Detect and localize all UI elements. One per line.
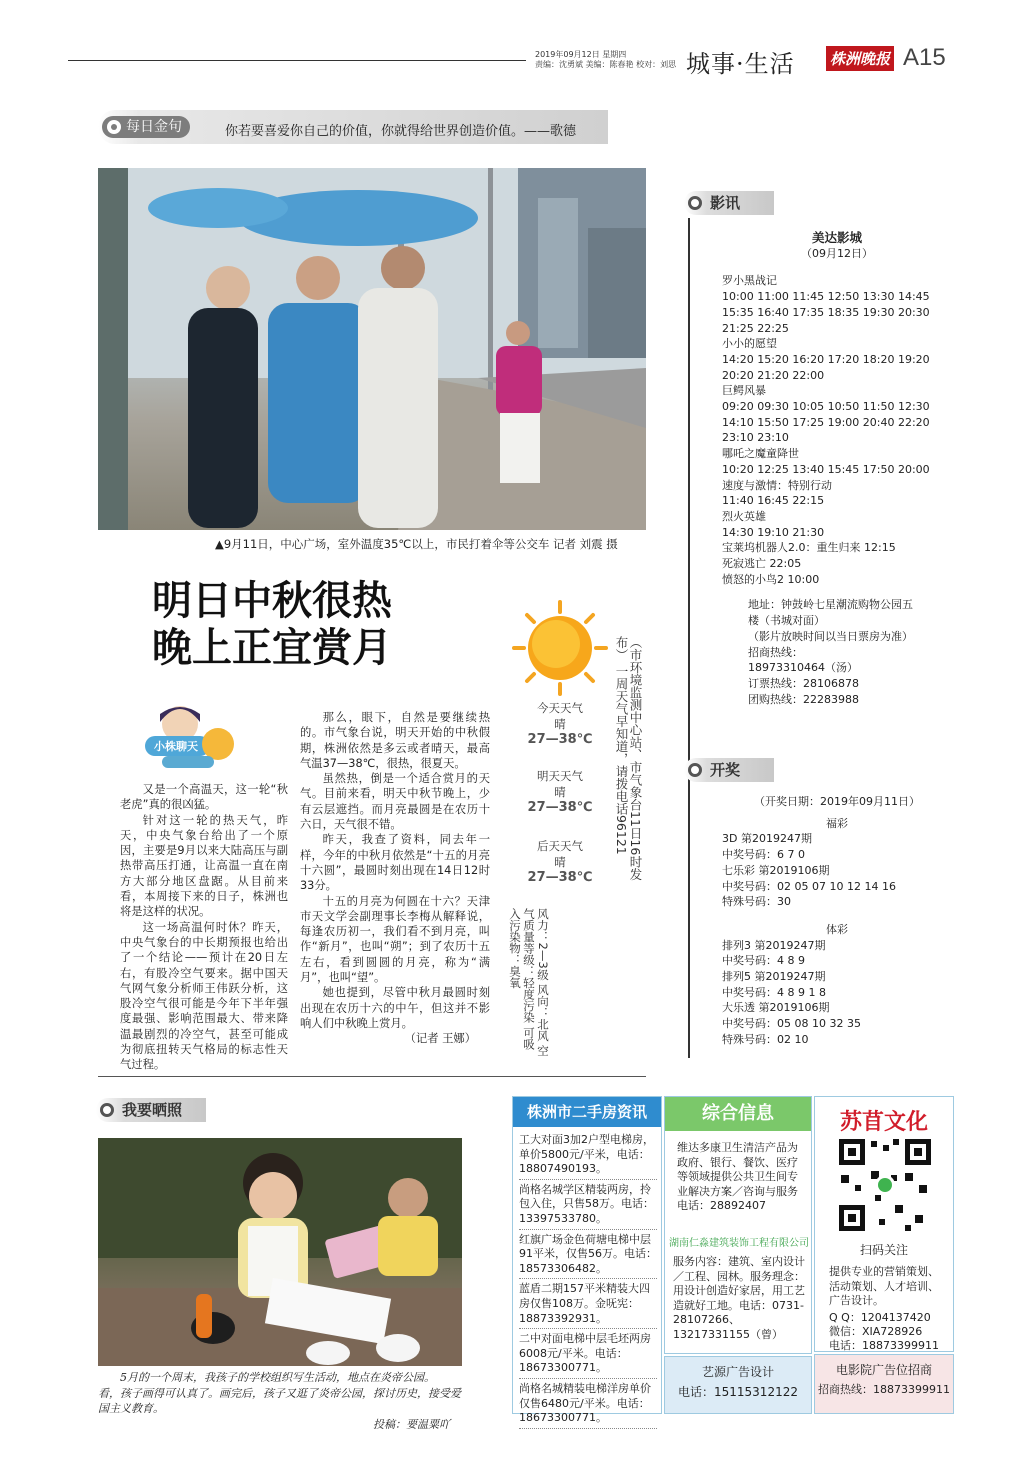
article-headline (152, 578, 392, 672)
lottery-date: （开奖日期：2019年09月11日） (754, 795, 920, 808)
cinema-schedule-line: 死寂逃亡 22:05 (722, 557, 802, 571)
housing-listing: 蓝盾二期157平米精装大四房仅售108万。金呒宪：18873392931。 (519, 1282, 657, 1329)
weather-today-label: 今天天气 (537, 701, 583, 715)
cinema-schedule-line: 愤怒的小鸟2 10:00 (722, 572, 820, 586)
headline-line2: 晚上正宜赏月 (152, 625, 392, 671)
qr-code-icon (835, 1135, 935, 1235)
photo1-caption: ▲9月11日，中心广场，室外温度35℃以上，市民打着伞等公交车 记者 刘震 摄 (215, 537, 618, 551)
lottery-tag (684, 758, 774, 782)
air-line-2: 空气质量等级：轻度污染 (522, 908, 550, 1057)
bottom-rule (98, 1076, 646, 1077)
design-ad-phone: 电话：15115312122 (678, 1385, 798, 1399)
air-quality-info (508, 908, 550, 1058)
weather-tomorrow (520, 768, 600, 815)
cinema-address-line: 订票热线：28106878 (748, 676, 859, 690)
sport-result-line: 排列3 第2019247期 (722, 938, 826, 952)
cinema-schedule-line: 10:00 11:00 11:45 12:50 13:30 14:45 (722, 290, 930, 304)
right-column-rule (688, 218, 690, 1058)
cinema-schedule-line: 23:10 23:10 (722, 431, 789, 445)
sport-result-line: 特殊号码：02 10 (722, 1032, 809, 1046)
cinema-address-line: 地址：钟鼓岭七星潮流购物公园五 (748, 598, 913, 612)
air-line-3: 风向：北风 (536, 983, 550, 1042)
daily-quote-text: 你若要喜爱你自己的价值，你就得给世界创造价值。——歌德 (225, 124, 577, 139)
cinema-name: 美达影城 (811, 230, 862, 245)
sport-lines (722, 938, 952, 1048)
welfare-title: 福彩 (826, 816, 848, 830)
lottery-results (722, 794, 952, 1048)
cinema-listing (722, 230, 952, 707)
cinema-schedule-line: 09:20 09:30 10:05 10:50 11:50 12:30 (722, 400, 930, 414)
air-line-1: 可吸入污染物：臭氧 (508, 908, 536, 1050)
culture-ad-title: 苏苜文化 (839, 1110, 928, 1135)
cinema-schedule (722, 273, 952, 587)
forecast-source (614, 636, 642, 896)
sport-result-line: 中奖号码：4 8 9 (722, 954, 805, 968)
culture-qq: Q Q：1204137420 (829, 1311, 931, 1324)
info-ad (664, 1096, 812, 1354)
housing-listing: 尚格名城学区精装两房，拎包入住，只售58万。电话：13397533780。 (519, 1183, 657, 1230)
cinema-schedule-line: 宝莱坞机器人2.0：重生归来 12:15 (722, 541, 896, 555)
cinema-address (722, 597, 952, 707)
cinema-address-line: （影片放映时间以当日票房为准） (748, 629, 913, 643)
weather-today-temp: 27—38℃ (527, 732, 593, 747)
welfare-result-line: 七乐彩 第2019106期 (722, 863, 830, 877)
company-name: 湖南仁淼建筑装饰工程有限公司 (669, 1238, 809, 1249)
design-ad (664, 1356, 812, 1414)
badge-label: 小株聊天 (154, 740, 198, 753)
cinema-schedule-line: 20:20 21:20 22:00 (722, 368, 825, 382)
weather-tomorrow-cond: 晴 (554, 785, 566, 799)
cinema-tag-label: 影讯 (710, 194, 741, 212)
culture-ad-text: 提供专业的营销策划、活动策划、人才培训、广告设计。 (829, 1265, 939, 1308)
cinema-schedule-line: 罗小黑战记 (722, 274, 777, 288)
bus-stop-photo-illustration (98, 168, 646, 530)
weather-today-cond: 晴 (554, 717, 566, 731)
welfare-result-line: 3D 第2019247期 (722, 832, 812, 846)
forecast-source-2: （市环境监测中心站、市气象台11日16时发布） (614, 636, 643, 881)
cinema-date: （09月12日） (801, 246, 873, 260)
weather-tomorrow-temp: 27—38℃ (527, 800, 593, 815)
welfare-result-line: 中奖号码：6 7 0 (722, 848, 805, 862)
housing-listing: 二中对面电梯中层毛坯两房6008元/平米。电话：18673300771。 (519, 1332, 657, 1379)
page-number: A15 (903, 44, 946, 71)
housing-listing: 工大对面3加2户型电梯房，单价5800元/平米，电话：18807490193。 (519, 1133, 657, 1180)
article-paragraph: 虽然热，倒是一个适合赏月的天气。目前来看，明天中秋节晚上，少有云层遮挡。而月亮最圆是在农历十六日，天气很不错。 (300, 772, 490, 832)
weather-after (520, 838, 600, 885)
section-title: 城事·生活 (686, 50, 795, 78)
sport-result-line: 排列5 第2019247期 (722, 970, 826, 984)
child-drawing-illustration (98, 1138, 462, 1366)
weather-tomorrow-label: 明天天气 (537, 769, 583, 783)
welfare-result-line: 中奖号码：02 05 07 10 12 14 16 (722, 879, 896, 893)
cinema-schedule-line: 10:20 12:25 13:40 15:45 17:50 20:00 (722, 462, 930, 476)
cinema-schedule-line: 巨鳄风暴 (722, 384, 766, 398)
daily-quote-tag: 每日金句 (102, 116, 190, 138)
culture-ad (814, 1096, 954, 1352)
chat-badge (140, 700, 240, 772)
cinema-ad (814, 1354, 954, 1414)
culture-tel: 电话：18873399911 (829, 1339, 939, 1352)
cartoon-avatar-icon (140, 700, 240, 772)
article-column-2 (300, 710, 490, 1047)
cinema-schedule-line: 哪吒之魔童降世 (722, 447, 799, 461)
housing-listing: 红旗广场金色荷塘电梯中层91平米，仅售56万。电话：18573306482。 (519, 1233, 657, 1280)
show-tag-label: 我要晒照 (122, 1101, 183, 1119)
weather-after-cond: 晴 (554, 855, 566, 869)
bus-stop-photo (98, 168, 646, 530)
cinema-schedule-line: 14:10 15:50 17:25 19:00 20:40 22:20 (722, 415, 930, 429)
cinema-schedule-line: 11:40 16:45 22:15 (722, 494, 825, 508)
cinema-schedule-line: 21:25 22:25 (722, 321, 789, 335)
article-paragraph: 那么，眼下，自然是要继续热的。市气象台说，明天开始的中秋假期，株洲依然是多云或者晴天，最高气温37—38℃，很热，很夏天。 (300, 711, 490, 770)
cinema-ad-title: 电影院广告位招商 (835, 1363, 932, 1377)
issue-date: 2019年09月12日 星期四 (535, 50, 627, 59)
sport-result-line: 中奖号码：05 08 10 32 35 (722, 1017, 861, 1031)
air-line-4: 风力：2—3级 (536, 908, 550, 981)
cinema-address-line: 楼（书城对面） (748, 614, 825, 628)
header-rule (68, 60, 526, 61)
article-paragraph: 这一场高温何时休？昨天，中央气象台的中长期预报也给出了一个结论——预计在20日左右，有股冷空气要来。据中国天气网气象分析师王伟跃分析，这股冷空气很可能是今年下半年强度最强、影响范围最大、带来降温最剧烈的冷空气，甚至可能成为彻底扭转天气格局的标志性天气过程。 (120, 920, 288, 1072)
cinema-tag (684, 191, 774, 215)
sport-result-line: 大乐透 第2019106期 (722, 1001, 830, 1015)
housing-ad-title: 株洲市二手房资讯 (513, 1097, 661, 1127)
weather-today (520, 700, 600, 747)
design-ad-title: 艺源广告设计 (701, 1365, 774, 1379)
info-ad-text: 维达多康卫生清洁产品为政府、银行、餐饮、医疗等领域提供公共卫生间专业解决方案／咨询与服务电话：28892407 (677, 1141, 798, 1213)
housing-listing: 尚格名城精装电梯洋房单价仅售6480元/平米。电话：18673300771。 (519, 1382, 657, 1429)
article-paragraph: 针对这一轮的热天气，昨天，中央气象台给出了一个原因，主要是9月以来大陆高压与副热带高压打通，让高温一直在南方大部分地区盘踞。从目前来看，本周接下来的日子，株洲也将是这样的状况。 (120, 813, 288, 919)
sport-title: 体彩 (826, 922, 848, 936)
culture-wechat: 微信：XIA728926 (829, 1325, 923, 1338)
cinema-schedule-line: 烈火英雄 (722, 509, 766, 523)
issue-meta (535, 50, 685, 70)
show-caption-line2: 看，孩子画得可认真了。画完后，孩子又逛了炎帝公园，探讨历史，接受爱国主义教育。 (98, 1386, 461, 1415)
cinema-ad-phone: 招商热线：18873399911 (818, 1383, 950, 1396)
headline-line1: 明日中秋很热 (152, 578, 392, 624)
weather-after-temp: 27—38℃ (527, 870, 593, 885)
show-caption-by: 投稿：要温粟吖 (373, 1417, 450, 1431)
sport-result-line: 中奖号码：4 8 9 1 8 (722, 985, 826, 999)
article-paragraph: 又是一个高温天，这一轮“秋老虎”真的很凶猛。 (120, 783, 288, 812)
cinema-schedule-line: 小小的愿望 (722, 337, 777, 351)
lottery-tag-label: 开奖 (710, 761, 741, 779)
cinema-schedule-line: 14:30 19:10 21:30 (722, 525, 825, 539)
forecast-source-1: 一周天气早知道，请拨电话96121 (614, 664, 629, 855)
article-paragraph: 她也提到，尽管中秋月最圆时刻出现在农历十六的中午，但这并不影响人们中秋晚上赏月。 (300, 986, 490, 1030)
article-byline: （记者 王娜） (404, 1032, 476, 1046)
show-caption-line1: 5月的一个周末，我孩子的学校组织写生活动，地点在炎帝公园。 (120, 1371, 435, 1384)
cinema-address-line: 团购热线：22283988 (748, 692, 859, 706)
company-text: 服务内容：建筑、室内设计／工程、园林。服务理念：用设计创造好家居，用工艺造就好工地。电话：0731-28107266、13217331155（曾） (673, 1255, 805, 1341)
cinema-schedule-line: 速度与激情：特别行动 (722, 478, 832, 492)
cinema-schedule-line: 14:20 15:20 16:20 17:20 18:20 19:20 (722, 352, 930, 366)
cinema-schedule-line: 15:35 16:40 17:35 18:35 19:30 20:30 (722, 305, 930, 319)
scan-label: 扫码关注 (859, 1243, 908, 1257)
show-caption (98, 1370, 462, 1432)
article-paragraph: 昨天，我查了资料，同去年一样，今年的中秋月依然是“十五的月亮十六圆”，最圆时刻出现在14日12时33分。 (300, 833, 490, 893)
article-column-1 (120, 782, 288, 1073)
show-tag (96, 1098, 206, 1122)
issue-editors: 责编：沈勇斌 美编：陈春艳 校对：刘思 (535, 60, 677, 69)
sun-icon (512, 600, 608, 696)
weather-after-label: 后天天气 (537, 839, 583, 853)
info-ad-title: 综合信息 (665, 1097, 811, 1131)
housing-ad (512, 1096, 662, 1425)
welfare-lines (722, 831, 952, 910)
article-paragraph: 十五的月亮为何圆在十六？天津市天文学会副理事长李梅从解释说，每逢农历初一，我们看不到月亮，叫作“新月”，也叫“朔”；到了农历十五左右，看到圆圆的月亮，称为“满月”，也叫“望”。 (300, 894, 490, 985)
newspaper-logo: 株洲晚报 (826, 46, 894, 71)
child-drawing-photo (98, 1138, 462, 1366)
housing-list (519, 1133, 657, 1432)
welfare-result-line: 特殊号码：30 (722, 895, 791, 909)
cinema-address-line: 招商热线： (748, 645, 803, 659)
cinema-address-line: 18973310464（汤） (748, 661, 858, 675)
